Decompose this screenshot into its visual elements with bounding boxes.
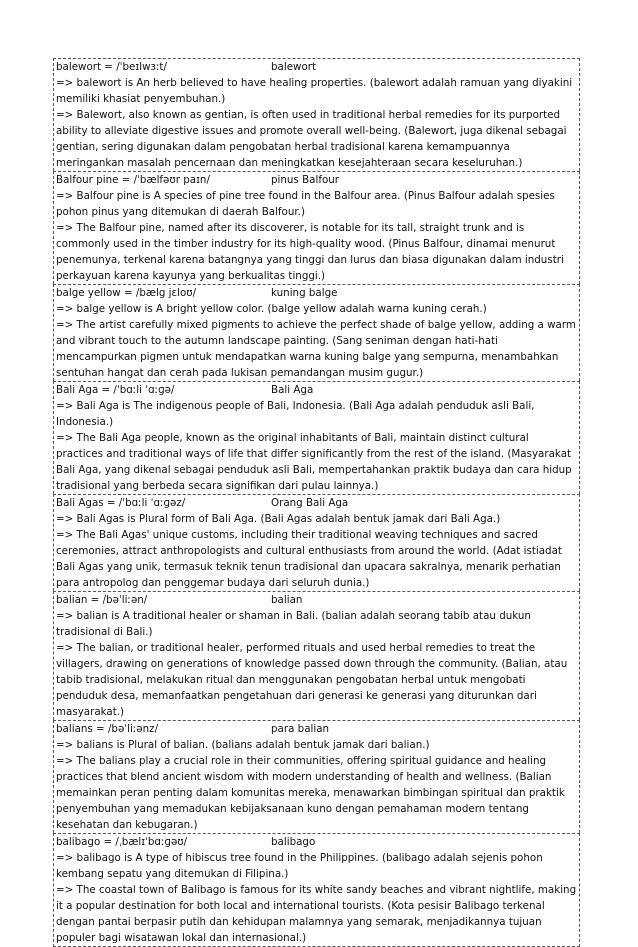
entry-definition: => Bali Aga is The indigenous people of Bali, Indonesia. (Bali Aga adalah penduduk asli Bali, Indonesia.) (56, 400, 535, 428)
entry-example: => The Bali Agas' unique customs, including their traditional weaving techniques and sacred ceremonies, attract anthropologists and cultural enthusiasts from around the world. (Adat istiadat Bali Agas yang unik, termasuk teknik tenun tradisional dan upacara sakralnya, menarik perhatian para antropolog dan penggemar budaya dari seluruh dunia.) (56, 529, 562, 589)
entry-header (56, 172, 578, 188)
dictionary-entry (53, 833, 580, 947)
entry-example: => The coastal town of Balibago is famous for its white sandy beaches and vibrant nightlife, making it a popular destination for both local and international tourists. (Kota pesisir Balibago terkenal dengan pantai berpasir putih dan kehidupan malamnya yang semarak, menjadikannya tujuan populer bagi wisatawan lokal dan internasional.) (56, 884, 577, 944)
dictionary-entry (53, 58, 580, 171)
dictionary-entry (53, 591, 580, 720)
entry-header (56, 495, 578, 511)
entry-translation: pinus Balfour (271, 174, 340, 186)
entry-header (56, 285, 578, 301)
entry-pronunciation: Balfour pine = /ˈbælfəʊr paɪn/ (56, 174, 210, 186)
entry-translation: kuning balge (271, 287, 338, 299)
dictionary-entry (53, 171, 580, 284)
entry-example: => The balians play a crucial role in their communities, offering spiritual guidance and healing practices that blend ancient wisdom with modern understanding of health and wellness. (Balian memainkan peran penting dalam komunitas mereka, menawarkan bimbingan spiritual dan praktik penyembuhan yang memadukan kebijaksanaan kuno dengan pemahaman modern tentang kesehatan dan kebugaran.) (56, 755, 565, 831)
entry-definition: => balibago is A type of hibiscus tree found in the Philippines. (balibago adalah sejenis pohon kembang sepatu yang ditemukan di Filipina.) (56, 852, 543, 880)
entry-definition: => Balfour pine is A species of pine tree found in the Balfour area. (Pinus Balfour adalah spesies pohon pinus yang ditemukan di daerah Balfour.) (56, 190, 555, 218)
entry-example: => The Balfour pine, named after its discoverer, is notable for its tall, straight trunk and is commonly used in the timber industry for its high-quality wood. (Pinus Balfour, dinamai menurut penemunya, terkenal karena batangnya yang tinggi dan lurus dan biasa digunakan dalam industri perkayuan karena kayunya yang berkualitas tinggi.) (56, 222, 564, 282)
entry-translation: balian (271, 594, 303, 606)
entry-pronunciation: balibago = /ˌbælɪˈbɑːɡəʊ/ (56, 836, 188, 848)
entry-header (56, 59, 578, 75)
entry-pronunciation: balian = /bəˈliːən/ (56, 594, 148, 606)
entry-translation: balibago (271, 836, 316, 848)
entry-example: => Balewort, also known as gentian, is often used in traditional herbal remedies for its purported ability to alleviate digestive issues and promote overall well-being. (Balewort, juga dikenal sebagai gentian, sering digunakan dalam pengobatan herbal tradisional karena kemampuannya meringankan masalah pencernaan dan meningkatkan kesejahteraan secara keseluruhan.) (56, 109, 567, 169)
entry-pronunciation: Bali Agas = /ˈbɑːli ˈɑːɡəz/ (56, 497, 186, 509)
dictionary-entry (53, 381, 580, 494)
entry-pronunciation: Bali Aga = /ˈbɑːli ˈɑːɡə/ (56, 384, 175, 396)
entry-header (56, 834, 578, 850)
entry-definition: => balge yellow is A bright yellow color. (balge yellow adalah warna kuning cerah.) (56, 303, 487, 315)
dictionary-entry (53, 494, 580, 591)
entry-pronunciation: balians = /bəˈliːənz/ (56, 723, 159, 735)
entry-definition: => Bali Agas is Plural form of Bali Aga. (Bali Agas adalah bentuk jamak dari Bali Aga.) (56, 513, 501, 525)
entry-header (56, 592, 578, 608)
entry-definition: => balewort is An herb believed to have healing properties. (balewort adalah ramuan yang diyakini memiliki khasiat penyembuhan.) (56, 77, 573, 105)
entry-example: => The Bali Aga people, known as the original inhabitants of Bali, maintain distinct cultural practices and traditional ways of life that differ significantly from the rest of the island. (Masyarakat Bali Aga, yang dikenal sebagai penduduk asli Bali, mempertahankan praktik budaya dan cara hidup tradisional yang berbeda secara signifikan dari pulau lainnya.) (56, 432, 572, 492)
entry-header (56, 382, 578, 398)
dictionary-entry (53, 284, 580, 381)
entry-pronunciation: balewort = /ˈbeɪlwɜːt/ (56, 61, 167, 73)
entry-example: => The artist carefully mixed pigments to achieve the perfect shade of balge yellow, adding a warm and vibrant touch to the autumn landscape painting. (Sang seniman dengan hati-hati mencampurkan pigmen untuk mendapatkan warna kuning balge yang sempurna, menambahkan sentuhan hangat dan cerah pada lukisan pemandangan musim gugur.) (56, 319, 576, 379)
entry-translation: para balian (271, 723, 330, 735)
entry-definition: => balian is A traditional healer or shaman in Bali. (balian adalah seorang tabib atau dukun tradisional di Bali.) (56, 610, 531, 638)
dictionary-entry (53, 720, 580, 833)
dictionary-page (53, 58, 580, 947)
entry-translation: Bali Aga (271, 384, 314, 396)
entry-translation: balewort (271, 61, 317, 73)
entry-definition: => balians is Plural of balian. (balians adalah bentuk jamak dari balian.) (56, 739, 430, 751)
entry-example: => The balian, or traditional healer, performed rituals and used herbal remedies to treat the villagers, drawing on generations of knowledge passed down through the community. (Balian, atau tabib tradisional, melakukan ritual dan menggunakan pengobatan herbal untuk mengobati penduduk desa, memanfaatkan pengetahuan dari generasi ke generasi yang diturunkan dari masyarakat.) (56, 642, 568, 718)
entry-header (56, 721, 578, 737)
entry-pronunciation: balge yellow = /bælg jɛloʊ/ (56, 287, 197, 299)
entry-translation: Orang Bali Aga (271, 497, 349, 509)
